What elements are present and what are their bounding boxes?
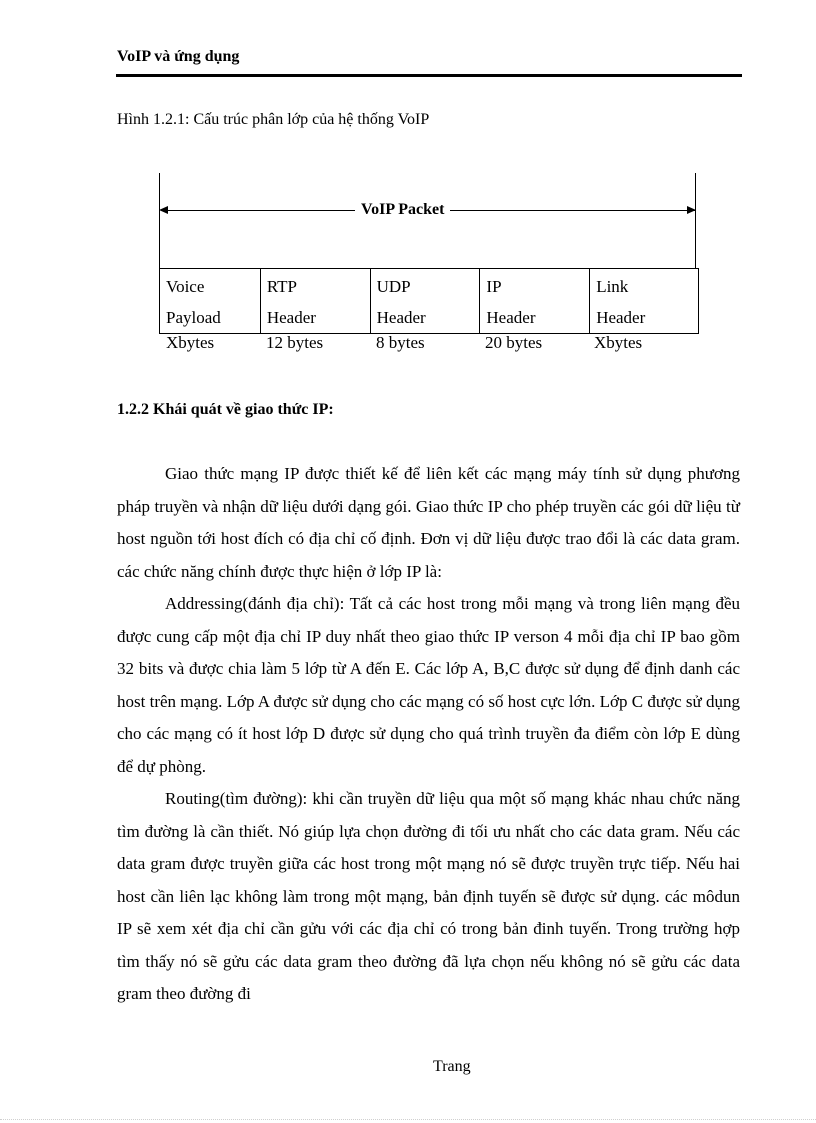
field-size: 12 bytes [266,333,324,352]
field-size: 8 bytes [376,333,425,352]
field-line1: UDP [376,277,411,296]
field-line1: Voice [166,277,205,296]
arrow-left-icon [159,206,168,214]
document-header-title: VoIP và ứng dụng [117,48,240,65]
packet-right-bracket [695,173,696,268]
field-size: 20 bytes [485,333,543,352]
field-cell [480,269,590,334]
field-size: Xbytes [166,333,215,352]
page-footer-label: Trang [433,1058,471,1075]
packet-fields-table [159,268,699,334]
field-line2: Header [486,308,536,327]
field-line2: Header [376,308,426,327]
section-heading: 1.2.2 Khái quát về giao thức IP: [117,401,334,418]
page-bottom-divider [0,1119,816,1120]
field-size: Xbytes [594,333,643,352]
field-line2: Header [266,308,316,327]
header-divider [116,74,742,77]
field-line2: Header [596,308,646,327]
body-paragraph: Giao thức mạng IP được thiết kế để liên kết các mạng máy tính sử dụng phương pháp truyền và nhận dữ liệu dưới dạng gói. Giao thức IP cho phép truyền các gói dữ liệu từ host nguồn tới host đích có địa chỉ cố định. Đơn vị dữ liệu được trao đổi là các data gram. các chức năng chính được thực hiện ở lớp IP là: [117,464,740,581]
field-line1: Link [596,277,629,296]
field-line1: RTP [266,277,298,296]
arrow-right-icon [687,206,696,214]
packet-label: VoIP Packet [355,201,450,219]
field-cell [260,269,370,334]
figure-caption: Hình 1.2.1: Cấu trúc phân lớp của hệ thống VoIP [117,111,430,128]
field-cell [160,269,261,334]
section-body [117,458,740,1011]
field-line1: IP [486,277,502,296]
field-cell [370,269,480,334]
body-paragraph: Routing(tìm đường): khi cần truyền dữ liệu qua một số mạng khác nhau chức năng tìm đường là cần thiết. Nó giúp lựa chọn đường đi tối ưu nhất cho các data gram. Nếu các data gram được truyền giữa các host trong một mạng nó sẽ được truyền trực tiếp. Nếu hai host cần liên lạc không làm trong một mạng, bản định tuyến sẽ được sử dụng. các môdun IP sẽ xem xét địa chỉ cần gửu với các địa chỉ có trong bản đinh tuyến. Trong trường hợp tìm thấy nó sẽ gửu các data gram theo đường đã lựa chọn nếu không nó sẽ gửu các data gram theo đường đi [117,789,740,1003]
field-cell [590,269,699,334]
packet-left-bracket [159,173,160,268]
voip-packet-diagram [159,173,699,373]
field-line2: Payload [166,308,221,327]
body-paragraph: Addressing(đánh địa chỉ): Tất cả các host trong mỗi mạng và trong liên mạng đều được cung cấp một địa chỉ IP duy nhất theo giao thức IP verson 4 mỗi địa chỉ IP bao gồm 32 bits và được chia làm 5 lớp từ A đến E. Các lớp A, B,C được sử dụng để định danh các host trên mạng. Lớp A được sử dụng cho các mạng có số host cực lớn. Lớp C được sử dụng cho các mạng có ít host lớp D được sử dụng cho quá trình truyền đa điểm còn lớp E dùng để dự phòng. [117,594,740,776]
